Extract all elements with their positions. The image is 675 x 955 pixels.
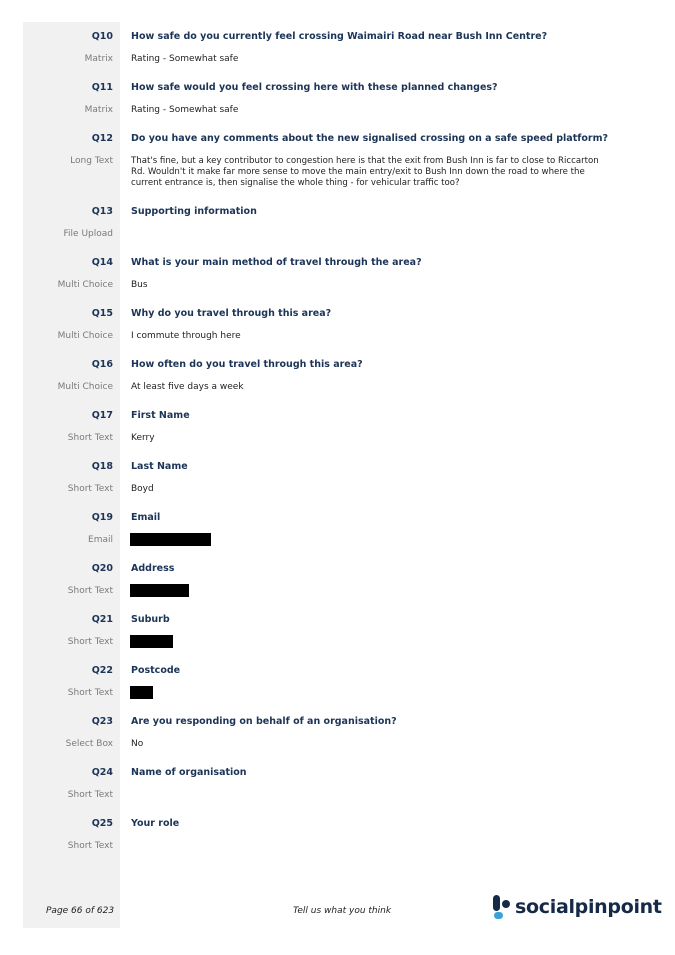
redacted-answer <box>130 686 153 699</box>
question-title: Postcode <box>131 665 181 676</box>
question-answer: At least five days a week <box>131 382 244 392</box>
question-number: Q14 <box>91 257 113 268</box>
redacted-answer <box>130 635 173 648</box>
question-number: Q16 <box>91 359 113 370</box>
question-title: Are you responding on behalf of an organisation? <box>131 716 397 727</box>
question-title: Why do you travel through this area? <box>131 308 332 319</box>
question-number: Q22 <box>91 665 113 676</box>
question-title: How often do you travel through this area? <box>131 359 363 370</box>
socialpinpoint-logo <box>492 894 662 920</box>
question-type: Short Text <box>67 637 113 647</box>
question-number: Q25 <box>91 818 113 829</box>
question-number: Q13 <box>91 206 113 217</box>
question-title: How safe do you currently feel crossing Waimairi Road near Bush Inn Centre? <box>131 31 548 42</box>
question-answer: Kerry <box>131 433 155 443</box>
question-number: Q18 <box>91 461 113 472</box>
redacted-answer <box>130 533 211 546</box>
question-title: Name of organisation <box>131 767 247 778</box>
pin-logo-icon <box>492 894 512 920</box>
question-number: Q23 <box>91 716 113 727</box>
question-answer: Bus <box>131 280 148 290</box>
question-number: Q17 <box>91 410 113 421</box>
question-type: Matrix <box>84 54 113 64</box>
question-type: Short Text <box>67 433 113 443</box>
question-number: Q21 <box>91 614 113 625</box>
question-answer: Rating - Somewhat safe <box>131 105 239 115</box>
question-type: Long Text <box>70 156 113 166</box>
question-type: Short Text <box>67 484 113 494</box>
question-type: Multi Choice <box>57 382 113 392</box>
question-answer: That's fine, but a key contributor to congestion here is that the exit from Bush Inn is far to close to Riccarton Rd. Wouldn't it make far more sense to move the main entry/exit to Bush Inn down the road to where the current entrance is, then signalise the whole thing - for vehicular traffic too? <box>131 156 599 189</box>
question-number: Q20 <box>91 563 113 574</box>
question-type: Multi Choice <box>57 280 113 290</box>
question-type: Select Box <box>65 739 113 749</box>
question-type: Short Text <box>67 790 113 800</box>
question-number: Q11 <box>91 82 113 93</box>
question-type: Short Text <box>67 841 113 851</box>
redacted-answer <box>130 584 189 597</box>
question-answer: No <box>131 739 144 749</box>
question-title: Email <box>131 512 161 523</box>
footer-tagline: Tell us what you think <box>293 906 392 916</box>
question-title: Last Name <box>131 461 188 472</box>
question-title: Supporting information <box>131 206 257 217</box>
question-title: First Name <box>131 410 190 421</box>
page-number: Page 66 of 623 <box>46 906 115 916</box>
question-title: Your role <box>131 818 180 829</box>
question-number: Q24 <box>91 767 113 778</box>
question-answer: Boyd <box>131 484 154 494</box>
question-type: Short Text <box>67 586 113 596</box>
question-type: Short Text <box>67 688 113 698</box>
question-title: Suburb <box>131 614 170 625</box>
question-number: Q10 <box>91 31 113 42</box>
logo-wordmark: socialpinpoint <box>515 896 662 918</box>
question-title: How safe would you feel crossing here with these planned changes? <box>131 82 498 93</box>
question-title: What is your main method of travel through the area? <box>131 257 422 268</box>
question-number: Q19 <box>91 512 113 523</box>
question-title: Do you have any comments about the new signalised crossing on a safe speed platform? <box>131 133 609 144</box>
question-answer: I commute through here <box>131 331 241 341</box>
question-type: Matrix <box>84 105 113 115</box>
question-answer: Rating - Somewhat safe <box>131 54 239 64</box>
question-type: File Upload <box>63 229 113 239</box>
question-type: Email <box>88 535 113 545</box>
question-number: Q12 <box>91 133 113 144</box>
question-title: Address <box>131 563 175 574</box>
question-type: Multi Choice <box>57 331 113 341</box>
question-number: Q15 <box>91 308 113 319</box>
